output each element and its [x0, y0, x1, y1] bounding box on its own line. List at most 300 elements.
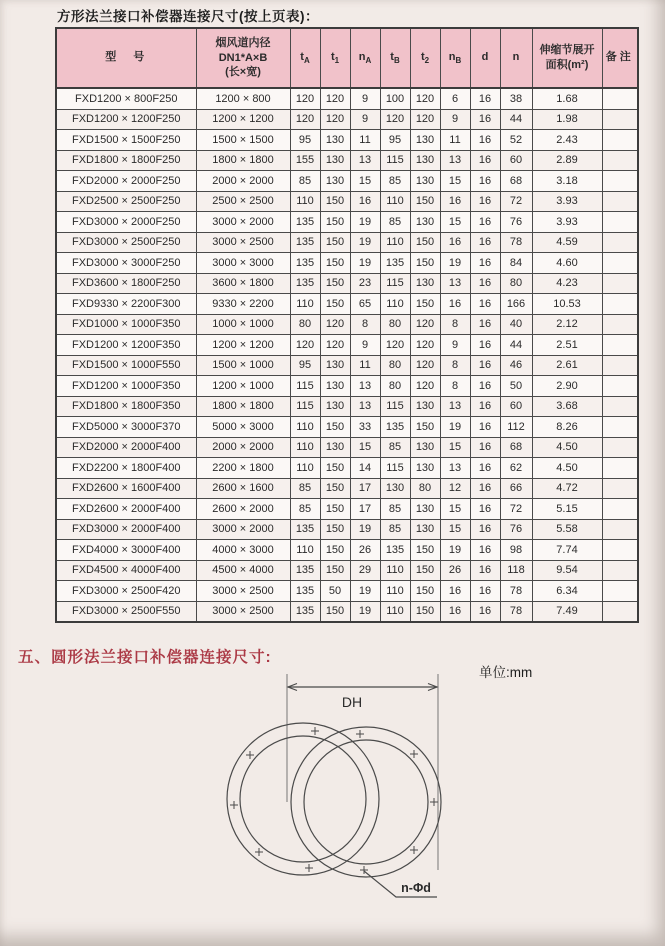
- table-cell: 3.93: [532, 191, 602, 212]
- table-cell: 150: [320, 232, 350, 253]
- table-cell: [602, 88, 638, 109]
- table-cell: 150: [320, 560, 350, 581]
- table-cell: 16: [470, 232, 500, 253]
- table-cell: 8: [440, 355, 470, 376]
- table-cell: 115: [290, 396, 320, 417]
- table-cell: 19: [440, 540, 470, 561]
- table-cell: 120: [380, 109, 410, 130]
- table-cell: 80: [380, 355, 410, 376]
- table-cell: 80: [500, 273, 532, 294]
- table-cell: FXD2600 × 1600F400: [56, 478, 196, 499]
- table-cell: 29: [350, 560, 380, 581]
- table-cell: [602, 314, 638, 335]
- table-cell: 68: [500, 437, 532, 458]
- table-cell: 16: [470, 273, 500, 294]
- table-cell: 16: [470, 601, 500, 622]
- table-row: [56, 130, 638, 151]
- table-cell: 150: [320, 212, 350, 233]
- table-cell: 4.23: [532, 273, 602, 294]
- table-cell: 9.54: [532, 560, 602, 581]
- table-cell: FXD2600 × 2000F400: [56, 499, 196, 520]
- table-cell: 2200 × 1800: [196, 458, 290, 479]
- table-cell: 95: [380, 130, 410, 151]
- table-cell: 110: [290, 458, 320, 479]
- table-cell: 6: [440, 88, 470, 109]
- spec-table-body: [56, 88, 638, 622]
- table-cell: 115: [380, 458, 410, 479]
- table-row: [56, 376, 638, 397]
- table-cell: 2.90: [532, 376, 602, 397]
- table-cell: 9: [350, 109, 380, 130]
- table-cell: FXD5000 × 3000F370: [56, 417, 196, 438]
- table-cell: 15: [440, 499, 470, 520]
- table-cell: 1200 × 1200: [196, 109, 290, 130]
- table-cell: 4.50: [532, 437, 602, 458]
- table-cell: 26: [440, 560, 470, 581]
- table-cell: 130: [410, 437, 440, 458]
- table-cell: 120: [290, 109, 320, 130]
- col-header-ta: $t_A$: [290, 28, 320, 88]
- table-cell: 95: [290, 130, 320, 151]
- table-row: [56, 232, 638, 253]
- table-cell: 16: [440, 294, 470, 315]
- table-cell: 85: [380, 519, 410, 540]
- table-cell: 13: [350, 376, 380, 397]
- table-cell: 115: [290, 376, 320, 397]
- table-cell: 15: [350, 437, 380, 458]
- table-cell: 19: [350, 212, 380, 233]
- col-header-nb: $n_B$: [440, 28, 470, 88]
- table-cell: 120: [410, 335, 440, 356]
- table-cell: 150: [320, 294, 350, 315]
- table-cell: 15: [350, 171, 380, 192]
- table-cell: 120: [290, 335, 320, 356]
- table-cell: [602, 540, 638, 561]
- table-cell: 16: [470, 519, 500, 540]
- table-cell: 16: [470, 294, 500, 315]
- table-cell: 98: [500, 540, 532, 561]
- table-cell: 1800 × 1800: [196, 150, 290, 171]
- table-cell: 10.53: [532, 294, 602, 315]
- table-cell: 130: [320, 130, 350, 151]
- table-cell: 50: [500, 376, 532, 397]
- table-cell: 8: [440, 376, 470, 397]
- table-cell: 110: [380, 191, 410, 212]
- table-cell: 3000 × 2500: [196, 601, 290, 622]
- dh-label: DH: [341, 694, 363, 710]
- table-cell: 85: [380, 212, 410, 233]
- table-cell: 16: [470, 191, 500, 212]
- bolt-count-label: n-Φd: [401, 881, 431, 895]
- table-cell: FXD1500 × 1500F250: [56, 130, 196, 151]
- table-cell: 150: [410, 601, 440, 622]
- table-cell: 118: [500, 560, 532, 581]
- table-cell: 85: [290, 171, 320, 192]
- table-cell: 80: [380, 314, 410, 335]
- table-cell: FXD3000 × 2000F400: [56, 519, 196, 540]
- header-row: [56, 28, 638, 88]
- table-cell: 110: [380, 581, 410, 602]
- table-cell: 19: [350, 581, 380, 602]
- table-cell: FXD9330 × 2200F300: [56, 294, 196, 315]
- table-cell: 3.18: [532, 171, 602, 192]
- table-cell: 16: [470, 355, 500, 376]
- header-line: DN1*A×B: [218, 51, 268, 64]
- table-cell: 44: [500, 335, 532, 356]
- table-cell: 80: [380, 376, 410, 397]
- col-header-remark: 备注: [602, 28, 638, 88]
- table-cell: 68: [500, 171, 532, 192]
- table-cell: FXD1200 × 1200F350: [56, 335, 196, 356]
- table-cell: 130: [320, 437, 350, 458]
- table-cell: [602, 355, 638, 376]
- table-cell: 16: [470, 171, 500, 192]
- table-cell: FXD1800 × 1800F350: [56, 396, 196, 417]
- table-cell: 130: [410, 130, 440, 151]
- table-cell: 150: [320, 458, 350, 479]
- table-cell: 80: [290, 314, 320, 335]
- table-cell: 2.12: [532, 314, 602, 335]
- table-cell: 78: [500, 581, 532, 602]
- table-cell: 11: [350, 130, 380, 151]
- col-header-n: n: [500, 28, 532, 88]
- table-cell: 2.51: [532, 335, 602, 356]
- table-cell: 17: [350, 499, 380, 520]
- table-cell: FXD1500 × 1000F550: [56, 355, 196, 376]
- table-cell: 16: [440, 191, 470, 212]
- table-cell: 135: [290, 253, 320, 274]
- table-cell: FXD1200 × 1000F350: [56, 376, 196, 397]
- table-cell: FXD4500 × 4000F400: [56, 560, 196, 581]
- table-cell: 110: [380, 294, 410, 315]
- table-row: [56, 519, 638, 540]
- table-cell: 150: [410, 540, 440, 561]
- table-cell: 2.43: [532, 130, 602, 151]
- table-cell: 150: [410, 581, 440, 602]
- table-cell: 1200 × 1200: [196, 335, 290, 356]
- table-cell: 1.98: [532, 109, 602, 130]
- table-row: [56, 191, 638, 212]
- table-cell: 100: [380, 88, 410, 109]
- table-cell: 19: [350, 232, 380, 253]
- table-row: [56, 273, 638, 294]
- table-cell: 78: [500, 232, 532, 253]
- table-row: [56, 314, 638, 335]
- table-cell: 130: [320, 355, 350, 376]
- table-cell: 120: [410, 355, 440, 376]
- table-cell: 135: [380, 417, 410, 438]
- col-header-t1: $t_1$: [320, 28, 350, 88]
- table-cell: FXD1800 × 1800F250: [56, 150, 196, 171]
- table-cell: [602, 191, 638, 212]
- table-cell: FXD3000 × 3000F250: [56, 253, 196, 274]
- table-cell: 16: [470, 499, 500, 520]
- table-cell: 130: [410, 458, 440, 479]
- table-cell: 130: [410, 273, 440, 294]
- table-cell: 19: [350, 519, 380, 540]
- table-row: [56, 478, 638, 499]
- table-cell: 13: [440, 458, 470, 479]
- table-cell: 13: [440, 150, 470, 171]
- table-row: [56, 499, 638, 520]
- table-cell: 112: [500, 417, 532, 438]
- header-line: 面积(m²): [545, 59, 589, 71]
- table-cell: 26: [350, 540, 380, 561]
- table-cell: [602, 396, 638, 417]
- table-cell: 2.61: [532, 355, 602, 376]
- table-cell: 85: [290, 499, 320, 520]
- table-cell: 4.60: [532, 253, 602, 274]
- bolt-hole-marks-left: [230, 727, 319, 872]
- table-cell: 130: [410, 396, 440, 417]
- col-header-expansion-area: [532, 28, 602, 88]
- table-cell: 85: [380, 171, 410, 192]
- table-cell: 135: [290, 601, 320, 622]
- table-cell: 62: [500, 458, 532, 479]
- table-cell: 4.50: [532, 458, 602, 479]
- table-row: [56, 396, 638, 417]
- table-cell: FXD3600 × 1800F250: [56, 273, 196, 294]
- table-cell: 9: [350, 335, 380, 356]
- table-cell: 135: [380, 540, 410, 561]
- table-cell: 16: [470, 437, 500, 458]
- spec-table: [55, 27, 639, 623]
- table-cell: 120: [410, 314, 440, 335]
- table-cell: 3000 × 2500: [196, 232, 290, 253]
- table-cell: 150: [410, 560, 440, 581]
- table-cell: 130: [410, 212, 440, 233]
- table-cell: 19: [440, 253, 470, 274]
- table-cell: 135: [290, 581, 320, 602]
- table-cell: 120: [320, 314, 350, 335]
- table-cell: 150: [320, 519, 350, 540]
- table-cell: 120: [290, 88, 320, 109]
- table-cell: 5.58: [532, 519, 602, 540]
- table-cell: 8: [440, 314, 470, 335]
- table-cell: 1200 × 1000: [196, 376, 290, 397]
- table-row: [56, 294, 638, 315]
- table-cell: [602, 499, 638, 520]
- table-cell: 13: [440, 396, 470, 417]
- table-cell: 16: [470, 581, 500, 602]
- col-header-t2: $t_2$: [410, 28, 440, 88]
- table-cell: 4.59: [532, 232, 602, 253]
- table-cell: 85: [290, 478, 320, 499]
- table-row: [56, 540, 638, 561]
- table-cell: [602, 212, 638, 233]
- section-title: 五、圆形法兰接口补偿器连接尺寸:: [18, 649, 272, 666]
- flange-ring-left-outer: [227, 723, 379, 875]
- col-header-tb: $t_B$: [380, 28, 410, 88]
- table-cell: 16: [470, 540, 500, 561]
- table-cell: 38: [500, 88, 532, 109]
- table-cell: 155: [290, 150, 320, 171]
- table-cell: FXD2000 × 2000F250: [56, 171, 196, 192]
- table-cell: 15: [440, 171, 470, 192]
- table-cell: 16: [440, 581, 470, 602]
- page-title: 方形法兰接口补偿器连接尺寸(按上页表)：: [57, 9, 319, 24]
- table-cell: 150: [410, 417, 440, 438]
- table-cell: 3000 × 2500: [196, 581, 290, 602]
- table-cell: [602, 171, 638, 192]
- table-cell: 2000 × 2000: [196, 437, 290, 458]
- table-cell: 16: [470, 253, 500, 274]
- table-cell: 65: [350, 294, 380, 315]
- table-row: [56, 560, 638, 581]
- table-cell: 9330 × 2200: [196, 294, 290, 315]
- table-cell: 50: [320, 581, 350, 602]
- table-cell: 16: [470, 335, 500, 356]
- table-cell: 1500 × 1500: [196, 130, 290, 151]
- table-cell: 5000 × 3000: [196, 417, 290, 438]
- table-cell: 150: [320, 253, 350, 274]
- table-cell: 120: [380, 335, 410, 356]
- table-cell: 110: [290, 437, 320, 458]
- table-cell: 130: [320, 396, 350, 417]
- table-cell: 110: [290, 540, 320, 561]
- table-cell: 6.34: [532, 581, 602, 602]
- table-cell: 16: [470, 109, 500, 130]
- table-cell: 52: [500, 130, 532, 151]
- table-cell: 4.72: [532, 478, 602, 499]
- table-cell: 135: [290, 560, 320, 581]
- table-cell: 66: [500, 478, 532, 499]
- col-header-na: $n_A$: [350, 28, 380, 88]
- table-cell: 76: [500, 212, 532, 233]
- table-cell: [602, 376, 638, 397]
- table-cell: 15: [440, 212, 470, 233]
- table-cell: 7.49: [532, 601, 602, 622]
- table-row: [56, 88, 638, 109]
- table-cell: FXD2200 × 1800F400: [56, 458, 196, 479]
- table-cell: 115: [380, 273, 410, 294]
- table-cell: 7.74: [532, 540, 602, 561]
- table-cell: 3.93: [532, 212, 602, 233]
- table-cell: FXD1200 × 800F250: [56, 88, 196, 109]
- table-cell: 12: [440, 478, 470, 499]
- table-cell: 130: [380, 478, 410, 499]
- table-cell: 115: [380, 396, 410, 417]
- table-cell: 150: [320, 273, 350, 294]
- table-cell: 19: [440, 417, 470, 438]
- table-cell: 15: [440, 519, 470, 540]
- table-cell: 17: [350, 478, 380, 499]
- table-cell: 150: [410, 294, 440, 315]
- table-cell: 16: [470, 560, 500, 581]
- table-cell: 16: [470, 150, 500, 171]
- table-cell: 80: [410, 478, 440, 499]
- table-cell: FXD3000 × 2500F550: [56, 601, 196, 622]
- table-cell: 72: [500, 499, 532, 520]
- table-cell: 130: [410, 499, 440, 520]
- table-cell: 120: [320, 88, 350, 109]
- table-cell: 16: [470, 88, 500, 109]
- table-cell: [602, 150, 638, 171]
- table-cell: 13: [440, 273, 470, 294]
- header-line: 伸缩节展开: [539, 44, 595, 57]
- table-cell: 120: [410, 109, 440, 130]
- table-cell: FXD1200 × 1200F250: [56, 109, 196, 130]
- table-cell: 78: [500, 601, 532, 622]
- table-cell: FXD2500 × 2500F250: [56, 191, 196, 212]
- table-cell: 9: [350, 88, 380, 109]
- table-cell: 11: [350, 355, 380, 376]
- table-cell: [602, 253, 638, 274]
- table-cell: 16: [470, 478, 500, 499]
- table-cell: 166: [500, 294, 532, 315]
- table-row: [56, 601, 638, 622]
- table-cell: 135: [290, 232, 320, 253]
- table-cell: 130: [320, 150, 350, 171]
- table-cell: 95: [290, 355, 320, 376]
- table-cell: 3000 × 2000: [196, 212, 290, 233]
- table-cell: 120: [410, 376, 440, 397]
- table-cell: 16: [470, 396, 500, 417]
- table-cell: 16: [440, 601, 470, 622]
- table-cell: 14: [350, 458, 380, 479]
- table-cell: 110: [290, 294, 320, 315]
- table-cell: 120: [320, 109, 350, 130]
- table-cell: [602, 560, 638, 581]
- table-cell: [602, 294, 638, 315]
- table-row: [56, 581, 638, 602]
- table-cell: 11: [440, 130, 470, 151]
- table-cell: [602, 519, 638, 540]
- table-row: [56, 458, 638, 479]
- table-cell: 130: [320, 171, 350, 192]
- table-cell: 4000 × 3000: [196, 540, 290, 561]
- table-cell: 150: [320, 601, 350, 622]
- table-cell: FXD3000 × 2500F250: [56, 232, 196, 253]
- table-cell: 1.68: [532, 88, 602, 109]
- table-row: [56, 335, 638, 356]
- table-cell: 1200 × 800: [196, 88, 290, 109]
- table-cell: 1800 × 1800: [196, 396, 290, 417]
- col-header-model: 型 号: [56, 28, 196, 88]
- table-cell: FXD1000 × 1000F350: [56, 314, 196, 335]
- table-cell: 3.68: [532, 396, 602, 417]
- table-cell: 120: [410, 88, 440, 109]
- table-cell: 150: [320, 478, 350, 499]
- table-cell: [602, 109, 638, 130]
- table-cell: 4500 × 4000: [196, 560, 290, 581]
- table-cell: 60: [500, 150, 532, 171]
- table-cell: 16: [440, 232, 470, 253]
- table-cell: 9: [440, 109, 470, 130]
- table-row: [56, 437, 638, 458]
- table-cell: 19: [350, 601, 380, 622]
- table-cell: 110: [290, 191, 320, 212]
- table-cell: 150: [320, 191, 350, 212]
- table-cell: 85: [380, 437, 410, 458]
- table-cell: 84: [500, 253, 532, 274]
- col-header-duct-inner-diameter: [196, 28, 290, 88]
- table-row: [56, 355, 638, 376]
- table-cell: 120: [320, 335, 350, 356]
- table-cell: [602, 437, 638, 458]
- table-cell: 150: [320, 417, 350, 438]
- table-cell: 115: [380, 150, 410, 171]
- table-cell: 9: [440, 335, 470, 356]
- table-cell: 19: [350, 253, 380, 274]
- col-header-d: d: [470, 28, 500, 88]
- table-cell: 16: [470, 458, 500, 479]
- table-cell: 40: [500, 314, 532, 335]
- table-cell: 2600 × 1600: [196, 478, 290, 499]
- table-cell: 135: [380, 253, 410, 274]
- header-line: (长×宽): [225, 66, 261, 79]
- table-cell: 150: [320, 540, 350, 561]
